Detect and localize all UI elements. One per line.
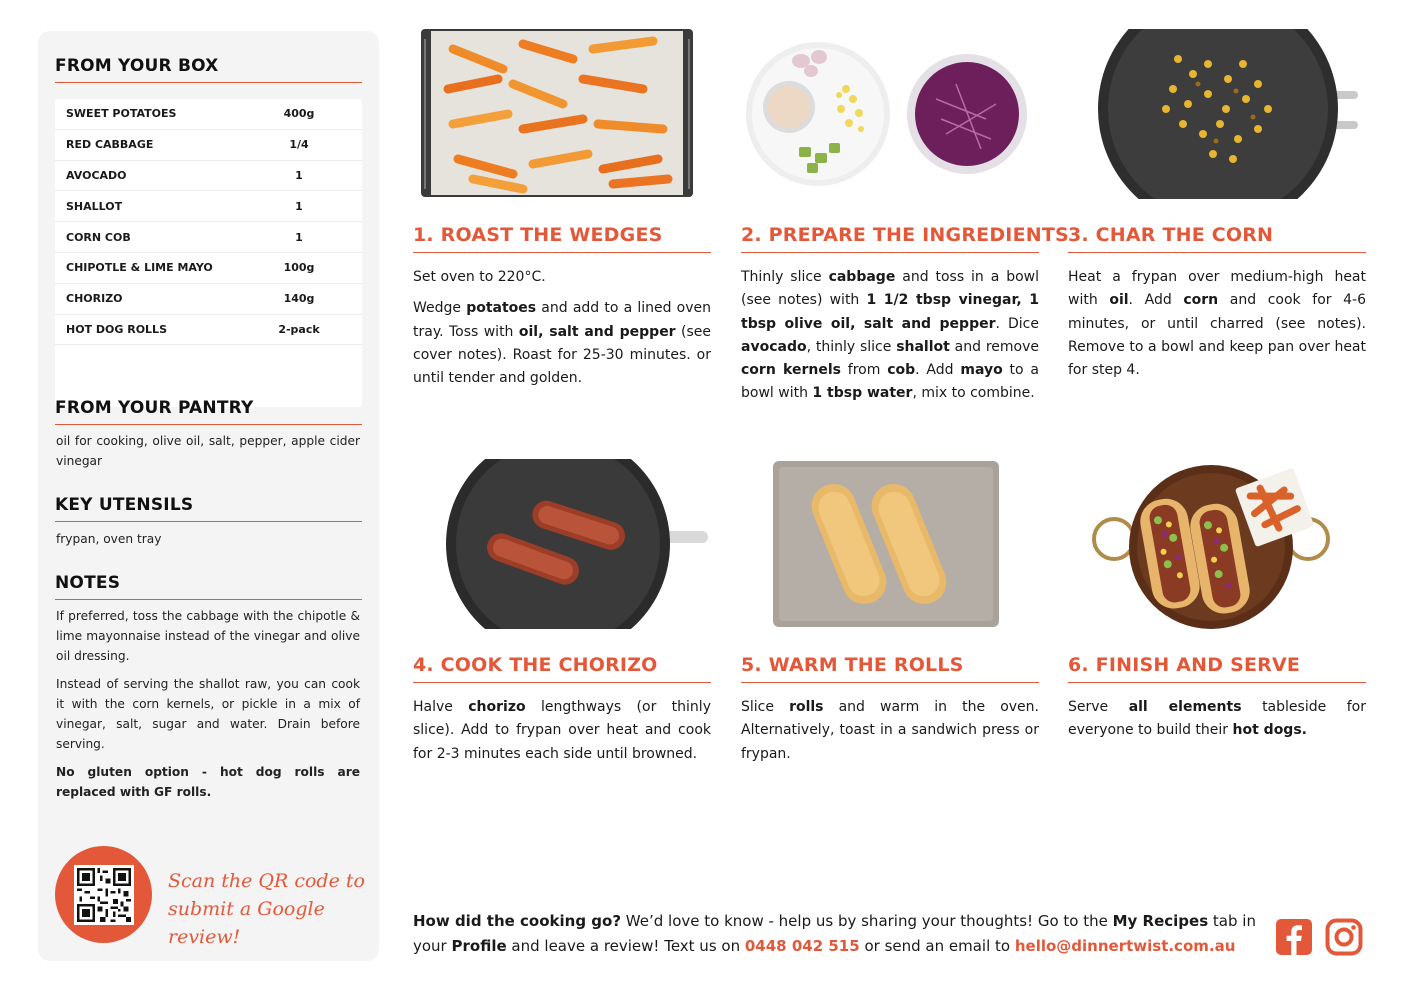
step-text: Serve: [1068, 699, 1129, 715]
step-5-photo: [741, 459, 1039, 629]
feedback-text-3: and leave a review! Text us on: [506, 937, 745, 955]
step-3-body: [1068, 266, 1366, 390]
ingredient-name: RED CABBAGE: [66, 138, 154, 152]
step-1-photo: [413, 29, 711, 199]
step-2-body: [741, 266, 1039, 414]
step-text: . Dice: [995, 315, 1039, 332]
step-text: lengthways (or thinly slice). Add to frypan over heat and cook for 2-3 minutes each side until browned.: [413, 699, 711, 762]
step-text: (see cover notes). Roast for 25-30 minutes. or until tender and golden.: [413, 323, 711, 387]
qr-code-graphic: [77, 868, 131, 922]
utensils-text: frypan, oven tray: [56, 532, 162, 546]
ingredient-highlight: 1 tbsp water: [812, 385, 913, 402]
step-paragraph: [1068, 266, 1366, 382]
step-text: Heat a frypan over medium-high heat with: [1068, 269, 1366, 309]
feedback-text-2: tab in your: [413, 912, 1256, 955]
step-text: . Add: [1128, 292, 1184, 309]
phone-link[interactable]: 0448 042 515: [744, 937, 860, 955]
facebook-icon[interactable]: [1275, 918, 1313, 956]
step-4-body: [413, 696, 711, 774]
step-paragraph: [741, 266, 1039, 406]
qr-code[interactable]: [74, 865, 134, 925]
feedback-text-1: We’d love to know - help us by sharing your thoughts! Go to the: [621, 912, 1113, 930]
ingredient-qty: 140g: [283, 292, 315, 306]
instagram-icon[interactable]: [1325, 918, 1363, 956]
notes-text: [56, 606, 360, 810]
step-paragraph: [413, 266, 711, 289]
step-5-body: [741, 696, 1039, 774]
chorizo-pan-image: [413, 459, 711, 629]
step-text: and remove: [949, 338, 1039, 355]
table-row: [55, 315, 362, 346]
ingredient-highlight: mayo: [960, 362, 1003, 379]
email-link[interactable]: hello@dinnertwist.com.au: [1014, 937, 1236, 955]
qr-badge[interactable]: [55, 846, 152, 943]
ingredient-qty: 1: [295, 230, 303, 244]
qr-caption: [168, 867, 368, 951]
feedback-text: [413, 909, 1263, 959]
step-paragraph: [1068, 696, 1366, 743]
step-6-photo: [1068, 459, 1366, 629]
table-row: [55, 161, 362, 192]
step-4-title: 4. COOK THE CHORIZO: [413, 654, 711, 683]
table-row: [55, 222, 362, 253]
step-2-title: 2. PREPARE THE INGREDIENTS: [741, 224, 1039, 253]
step-6-body: [1068, 696, 1366, 751]
ingredient-highlight: cabbage: [828, 269, 896, 285]
step-paragraph: [741, 696, 1039, 766]
qr-caption-line1: Scan the QR code to: [168, 870, 365, 892]
ingredient-highlight: corn: [1183, 292, 1219, 309]
ingredient-highlight: oil, salt and pepper: [518, 323, 676, 340]
ingredient-highlight: chorizo: [468, 699, 526, 715]
step-text: to a bowl with: [741, 362, 1039, 402]
my-recipes-label: My Recipes: [1112, 912, 1209, 930]
step-1-title: 1. ROAST THE WEDGES: [413, 224, 711, 253]
from-your-pantry-heading: FROM YOUR PANTRY: [55, 398, 362, 425]
prepared-ingredients-image: [741, 29, 1039, 199]
key-utensils-heading: KEY UTENSILS: [55, 495, 362, 522]
ingredient-highlight: rolls: [789, 699, 824, 715]
ingredient-highlight: corn kernels: [741, 362, 841, 379]
step-text: tableside for everyone to build their: [1068, 699, 1366, 739]
ingredient-qty: 400g: [283, 107, 315, 121]
qr-caption-line2: submit a Google review!: [168, 898, 325, 948]
feedback-text-4: or send an email to: [859, 937, 1015, 955]
ingredients-table: [55, 99, 362, 407]
step-2-photo: [741, 29, 1039, 199]
ingredient-highlight: all elements: [1128, 699, 1242, 715]
note-item: If preferred, toss the cabbage with the chipotle & lime mayonnaise instead of the vinegar and olive oil dressing.: [56, 609, 360, 663]
ingredient-qty: 1: [295, 199, 303, 213]
step-6-title: 6. FINISH AND SERVE: [1068, 654, 1366, 683]
ingredient-highlight: 1 1/2 tbsp vinegar, 1 tbsp olive oil, salt and pepper: [741, 292, 1039, 332]
ingredient-highlight: hot dogs.: [1232, 722, 1307, 739]
note-item: Instead of serving the shallot raw, you can cook it with the corn kernels, or pickle in a mix of vinegar, salt, sugar and water. Drain before serving.: [56, 677, 360, 751]
step-3-photo: [1068, 29, 1366, 199]
notes-heading: NOTES: [55, 573, 362, 600]
charred-corn-pan-image: [1068, 29, 1366, 199]
ingredient-qty: 2-pack: [278, 322, 320, 336]
note-item-gluten: No gluten option - hot dog rolls are replaced with GF rolls.: [56, 765, 360, 799]
ingredient-qty: 1/4: [289, 138, 309, 152]
step-text: Thinly slice: [741, 269, 829, 285]
table-row: [55, 130, 362, 161]
feedback-question: How did the cooking go?: [413, 912, 622, 930]
step-text: from: [840, 362, 888, 379]
step-text: Slice: [741, 699, 790, 715]
ingredient-name: HOT DOG ROLLS: [66, 322, 167, 336]
step-text: . Add: [915, 362, 961, 379]
ingredient-highlight: potatoes: [466, 300, 537, 317]
table-row: [55, 99, 362, 130]
table-row: [55, 191, 362, 222]
ingredient-highlight: cob: [887, 362, 916, 379]
step-paragraph: [413, 297, 711, 390]
step-text: , mix to combine.: [912, 385, 1035, 402]
ingredient-highlight: oil: [1109, 292, 1129, 309]
step-text: and warm in the oven. Alternatively, toast in a sandwich press or frypan.: [741, 699, 1039, 762]
warm-rolls-image: [741, 459, 1039, 629]
step-text: Halve: [413, 699, 469, 715]
step-text: and cook for 4-6 minutes, or until charred (see notes). Remove to a bowl and keep pan over heat for step 4.: [1068, 292, 1366, 379]
step-4-photo: [413, 459, 711, 629]
step-text: , thinly slice: [806, 338, 897, 355]
sidebar: [38, 31, 379, 961]
roasted-wedges-image: [413, 29, 711, 199]
ingredient-name: CORN COB: [66, 230, 131, 244]
ingredient-highlight: shallot: [896, 338, 950, 355]
step-paragraph: [413, 696, 711, 766]
table-row: [55, 253, 362, 284]
table-row: [55, 284, 362, 315]
ingredient-name: SHALLOT: [66, 199, 123, 213]
profile-label: Profile: [451, 937, 507, 955]
finished-hot-dogs-image: [1068, 459, 1366, 629]
step-5-title: 5. WARM THE ROLLS: [741, 654, 1039, 683]
step-text: and add to a lined oven tray. Toss with: [413, 300, 711, 340]
step-1-body: [413, 266, 711, 398]
from-your-box-heading: FROM YOUR BOX: [55, 56, 362, 83]
step-text: Set oven to 220°C.: [413, 269, 546, 285]
ingredient-name: CHORIZO: [66, 292, 123, 306]
pantry-text: oil for cooking, olive oil, salt, pepper, apple cider vinegar: [56, 434, 360, 468]
ingredient-name: SWEET POTATOES: [66, 107, 177, 121]
step-3-title: 3. CHAR THE CORN: [1068, 224, 1366, 253]
ingredient-name: AVOCADO: [66, 168, 127, 182]
ingredient-highlight: avocado: [741, 338, 807, 355]
ingredient-name: CHIPOTLE & LIME MAYO: [66, 261, 213, 275]
ingredient-qty: 100g: [283, 261, 315, 275]
step-text: and toss in a bowl (see notes) with: [741, 269, 1039, 309]
step-text: Wedge: [413, 300, 467, 317]
ingredient-qty: 1: [295, 168, 303, 182]
